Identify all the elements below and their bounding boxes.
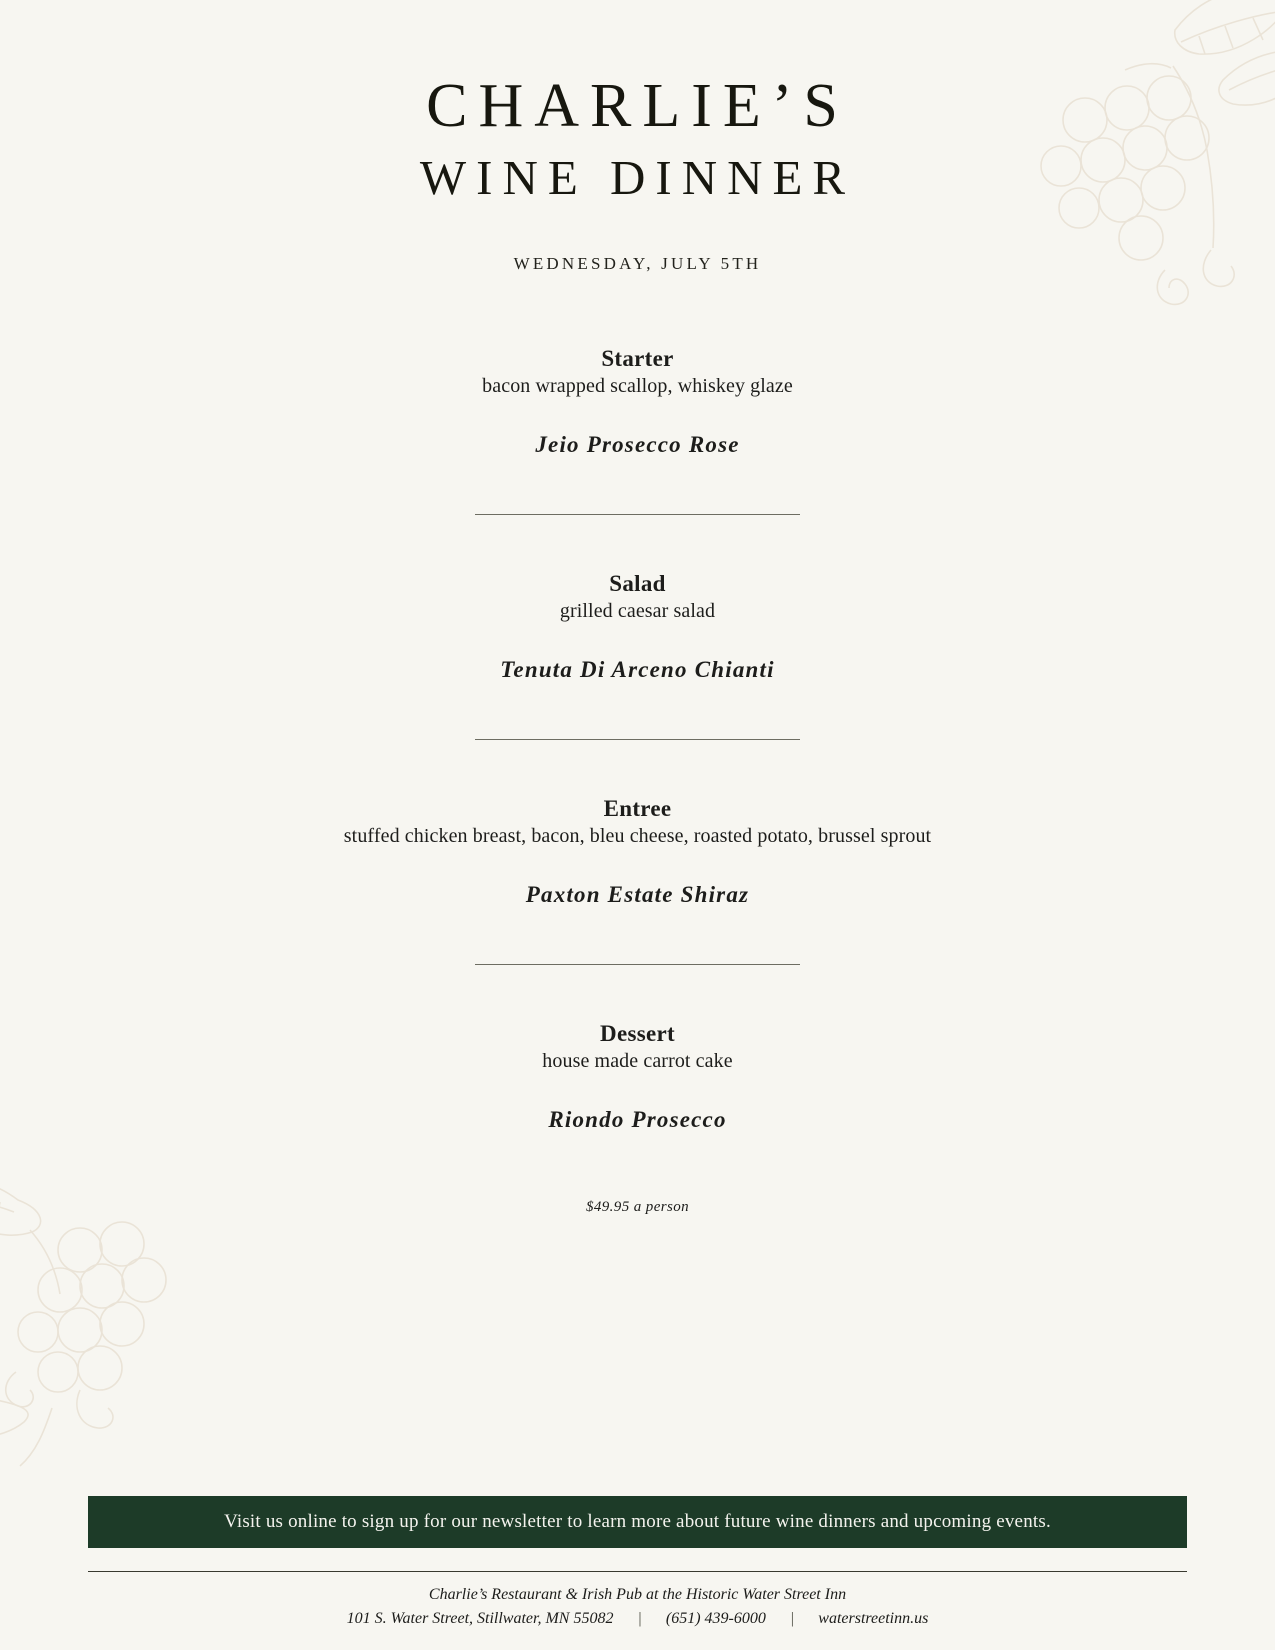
newsletter-banner[interactable]: Visit us online to sign up for our newsletter to learn more about future wine dinners and upcoming events. (88, 1496, 1187, 1548)
menu-header (72, 0, 1203, 274)
course-description: grilled caesar salad (559, 599, 716, 622)
price-line: $49.95 a person (585, 1198, 690, 1215)
page-title: CHARLIE’S (426, 72, 849, 140)
course-description: bacon wrapped scallop, whiskey glaze (482, 374, 793, 397)
course-list (72, 346, 1203, 1133)
course-name: Entree (603, 795, 672, 821)
course-name: Salad (609, 570, 666, 596)
venue-name: Charlie’s Restaurant & Irish Pub at the Historic Water Street Inn (428, 1586, 847, 1603)
separator-2: | (789, 1610, 795, 1627)
website-link[interactable]: waterstreetinn.us (818, 1610, 929, 1627)
footer-contact (0, 1572, 1275, 1650)
course-item (72, 1021, 1203, 1133)
address-text: 101 S. Water Street, Stillwater, MN 55082 (346, 1610, 614, 1627)
course-wine-pairing: Paxton Estate Shiraz (525, 881, 750, 907)
contact-line (0, 1610, 1275, 1628)
course-name: Dessert (600, 1020, 675, 1046)
course-item (72, 346, 1203, 458)
course-wine-pairing: Jeio Prosecco Rose (535, 431, 740, 457)
page-subtitle: WINE DINNER (419, 150, 856, 206)
course-item (72, 796, 1203, 908)
page-footer (0, 1496, 1275, 1650)
event-date: WEDNESDAY, JULY 5TH (513, 253, 762, 273)
course-divider (475, 964, 800, 965)
course-description: stuffed chicken breast, bacon, bleu cheese, roasted potato, brussel sprout (343, 824, 932, 847)
separator-1: | (637, 1610, 642, 1627)
course-description: house made carrot cake (542, 1049, 733, 1072)
course-divider (475, 514, 800, 515)
course-divider (475, 739, 800, 740)
phone-number[interactable]: (651) 439-6000 (665, 1610, 766, 1627)
course-name: Starter (601, 345, 674, 371)
course-item (72, 571, 1203, 683)
course-wine-pairing: Riondo Prosecco (548, 1106, 727, 1132)
course-wine-pairing: Tenuta Di Arceno Chianti (500, 656, 775, 682)
